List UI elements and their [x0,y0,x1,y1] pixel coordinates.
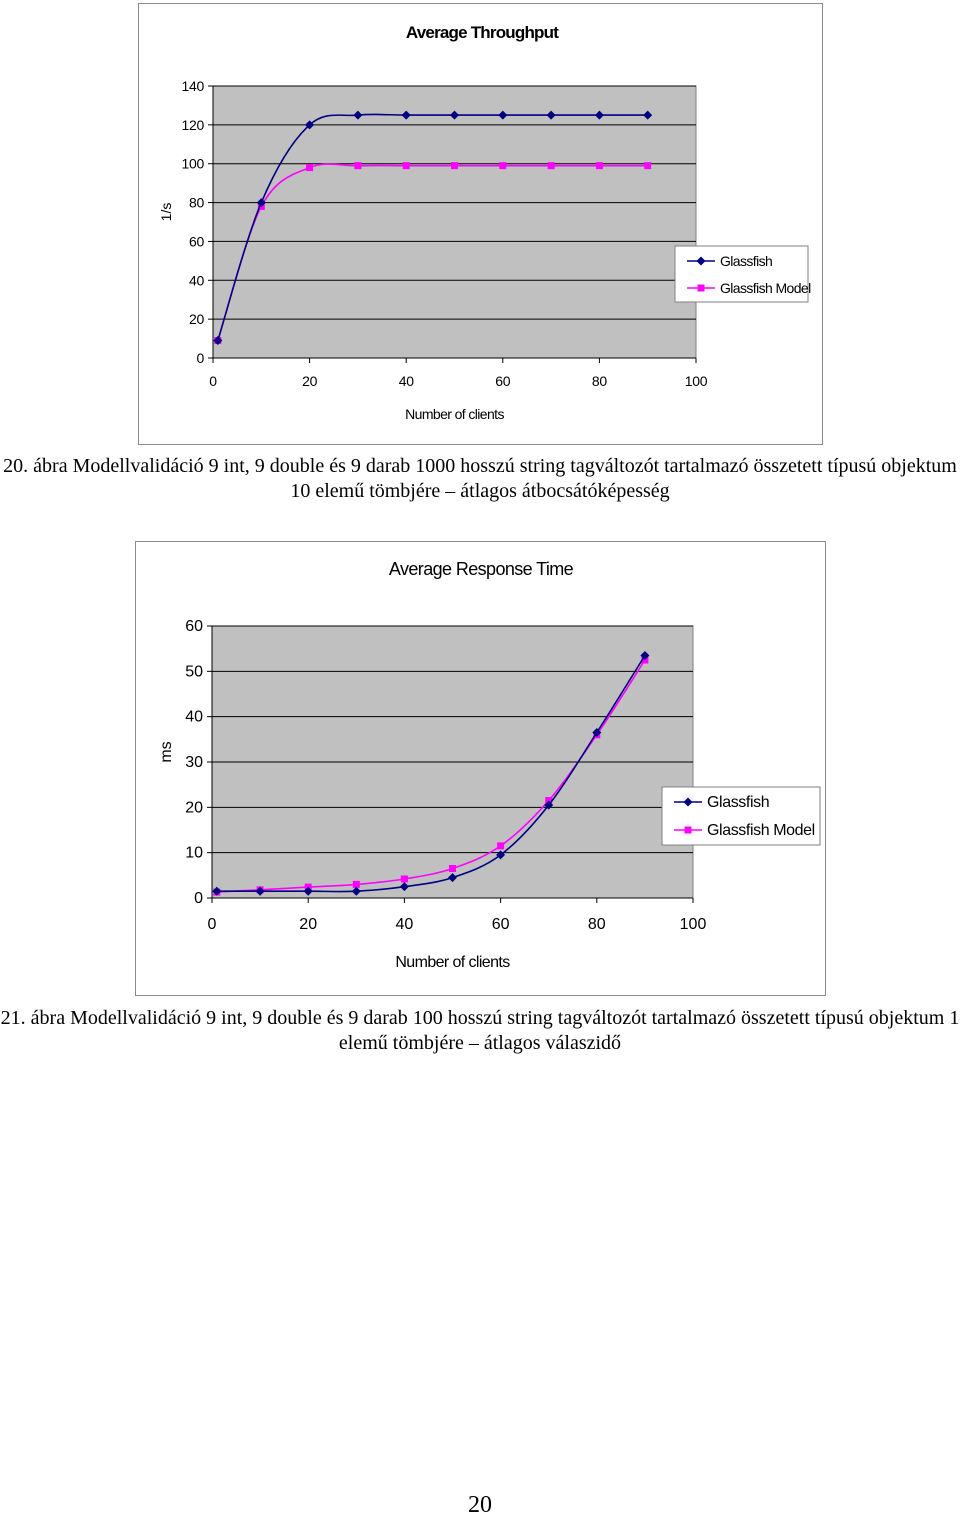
data-point [644,162,651,169]
x-tick-label: 20 [299,916,318,933]
data-point [401,875,408,882]
y-tick-label: 0 [194,890,203,907]
legend-label: Glassfish [720,253,773,269]
legend-marker [685,827,692,834]
y-tick-label: 120 [181,116,204,133]
response-time-chart [135,541,826,996]
chart-title: Average Response Time [388,559,574,579]
x-tick-label: 0 [209,373,217,389]
page-number: 20 [468,1492,492,1518]
y-tick-label: 0 [196,350,204,366]
data-point [548,162,555,169]
x-tick-label: 80 [591,373,607,389]
legend-label: Glassfish [707,794,770,811]
x-tick-label: 0 [207,916,217,933]
y-tick-label: 100 [181,155,204,172]
y-tick-label: 60 [189,233,204,250]
x-tick-label: 100 [679,916,707,933]
data-point [497,842,504,849]
data-point [403,162,410,169]
figure-20-caption: 20. ábra Modellvalidáció 9 int, 9 double és 9 darab 1000 hosszú string tagváltozót tartalmazó összetett típusú objektum 10 elemű tömbjére – átlagos átbocsátóképesség [3,455,957,502]
data-point [499,162,506,169]
figure-21-caption: 21. ábra Modellvalidáció 9 int, 9 double és 9 darab 100 hosszú string tagváltozót tartalmazó összetett típusú objektum 1 elemű tömbjére – átlagos válaszidő [0,1007,960,1054]
throughput-chart-svg [139,4,824,446]
chart-title: Average Throughput [405,23,559,42]
throughput-chart [138,3,823,445]
x-tick-label: 100 [684,373,708,389]
y-axis-label: 1/s [158,202,174,222]
x-tick-label: 40 [395,916,414,933]
y-tick-label: 40 [189,272,204,289]
data-point [449,865,456,872]
data-point [306,164,313,171]
legend-label: Glassfish Model [720,280,811,296]
plot-area [213,86,696,358]
y-tick-label: 80 [189,194,204,211]
y-axis-label: ms [158,741,175,763]
x-tick-label: 40 [398,373,414,389]
y-tick-label: 30 [185,754,203,771]
y-tick-label: 10 [185,844,203,862]
data-point [596,162,603,169]
x-axis-label: Number of clients [405,406,504,422]
response-time-chart-svg [136,542,827,997]
y-tick-label: 50 [185,663,203,681]
data-point [451,162,458,169]
x-tick-label: 80 [587,916,606,933]
y-tick-label: 20 [185,799,203,817]
x-tick-label: 60 [491,916,510,933]
y-tick-label: 40 [185,708,203,726]
x-tick-label: 20 [302,373,318,389]
data-point [354,162,361,169]
x-axis-label: Number of clients [395,954,510,971]
y-tick-label: 140 [181,78,204,94]
y-tick-label: 60 [185,618,203,635]
x-tick-label: 60 [495,373,511,389]
y-tick-label: 20 [189,311,204,328]
legend-label: Glassfish Model [707,822,815,839]
legend-marker [698,285,705,292]
